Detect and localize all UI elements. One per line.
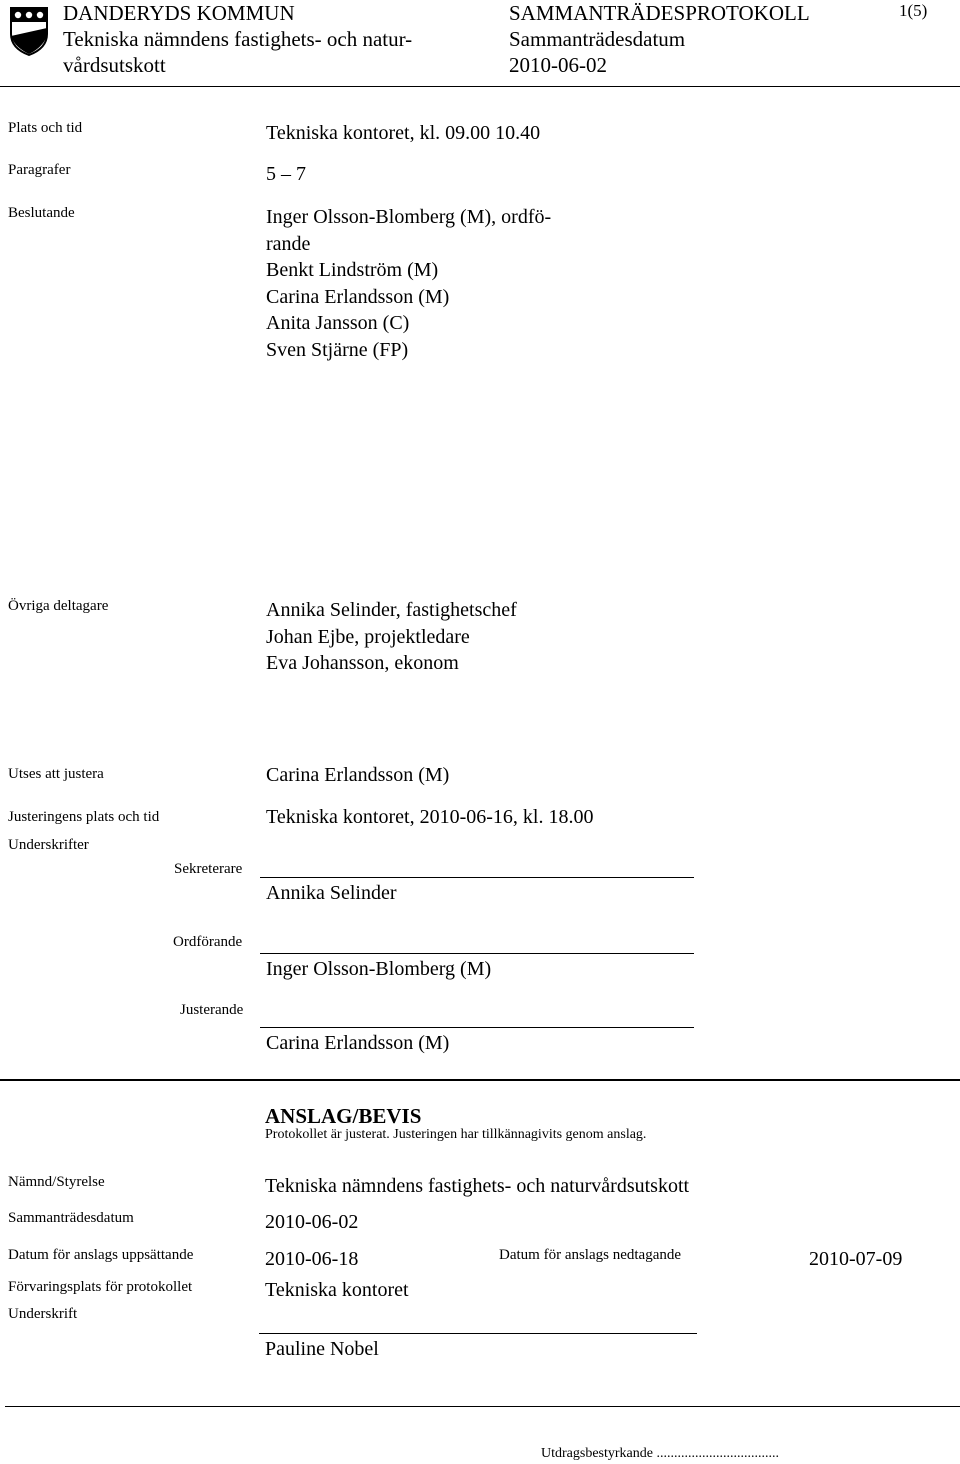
list-item: Inger Olsson-Blomberg (M), ordfö- [266,206,552,228]
other-participants-list [266,597,517,677]
section-divider [0,1079,960,1081]
removal-date-label: Datum för anslags nedtagande [499,1247,682,1263]
meeting-date-label: Sammanträdesdatum [509,27,686,51]
adjustment-place-value: Tekniska kontoret, 2010-06-16, kl. 18.00 [266,806,594,828]
certified-extract: Utdragsbestyrkande ................................... [541,1446,779,1461]
other-participants-label: Övriga deltagare [8,598,109,614]
posting-date-label: Datum för anslags uppsättande [8,1247,194,1263]
page-number: 1(5) [899,1,928,20]
notice-subtitle: Protokollet är justerat. Justeringen har tillkännagivits genom anslag. [265,1127,647,1142]
notice-date-label: Sammanträdesdatum [8,1210,134,1226]
paragraphs-label: Paragrafer [8,162,71,178]
municipality-name: DANDERYDS KOMMUN [63,1,295,25]
signer-name: Pauline Nobel [265,1338,379,1360]
footer-divider [5,1406,960,1407]
list-item: Anita Jansson (C) [266,312,410,334]
signature-label: Underskrift [8,1306,78,1322]
secretary-role: Sekreterare [174,861,243,877]
adjuster-signature-line [260,1027,694,1028]
chairman-name: Inger Olsson-Blomberg (M) [266,958,492,980]
removal-date-value: 2010-07-09 [809,1248,903,1270]
adjuster-name: Carina Erlandsson (M) [266,1032,450,1054]
posting-date-value: 2010-06-18 [265,1248,359,1270]
notice-date-value: 2010-06-02 [265,1211,359,1233]
body-label: Nämnd/Styrelse [8,1174,105,1190]
chairman-signature-line [260,953,694,954]
paragraphs-value: 5 – 7 [266,163,306,185]
adjuster-value: Carina Erlandsson (M) [266,764,450,786]
list-item: Johan Ejbe, projektledare [266,625,470,648]
place-time-label: Plats och tid [8,120,83,136]
body-value: Tekniska nämndens fastighets- och naturvårdsutskott [265,1175,690,1197]
secretary-signature-line [260,877,694,878]
list-item: Sven Stjärne (FP) [266,338,409,361]
signatures-label: Underskrifter [8,837,89,853]
notice-title: ANSLAG/BEVIS [265,1104,422,1128]
decision-makers-list [266,204,551,363]
decision-makers-label: Beslutande [8,205,75,221]
meeting-date: 2010-06-02 [509,53,607,77]
chairman-role: Ordförande [173,934,243,950]
list-item: Carina Erlandsson (M) [266,285,450,308]
list-item: Eva Johansson, ekonom [266,652,459,674]
adjuster-label: Utses att justera [8,766,104,782]
adjuster-role: Justerande [180,1002,244,1018]
adjustment-place-label: Justeringens plats och tid [8,809,160,825]
storage-label: Förvaringsplats för protokollet [8,1279,193,1295]
document-type: SAMMANTRÄDESPROTOKOLL [509,1,810,25]
committee-name-line2: vårdsutskott [63,53,166,77]
secretary-name: Annika Selinder [266,882,397,904]
municipality-coat-of-arms-logo [9,6,49,56]
notice-signature-line [259,1333,697,1334]
list-item: Benkt Lindström (M) [266,259,439,281]
list-item: rande [266,232,311,255]
header-divider [0,86,960,87]
storage-value: Tekniska kontoret [265,1279,409,1301]
list-item: Annika Selinder, fastighetschef [266,599,517,621]
place-time-value: Tekniska kontoret, kl. 09.00 10.40 [266,122,541,144]
committee-name-line1: Tekniska nämndens fastighets- och natur- [63,27,413,51]
